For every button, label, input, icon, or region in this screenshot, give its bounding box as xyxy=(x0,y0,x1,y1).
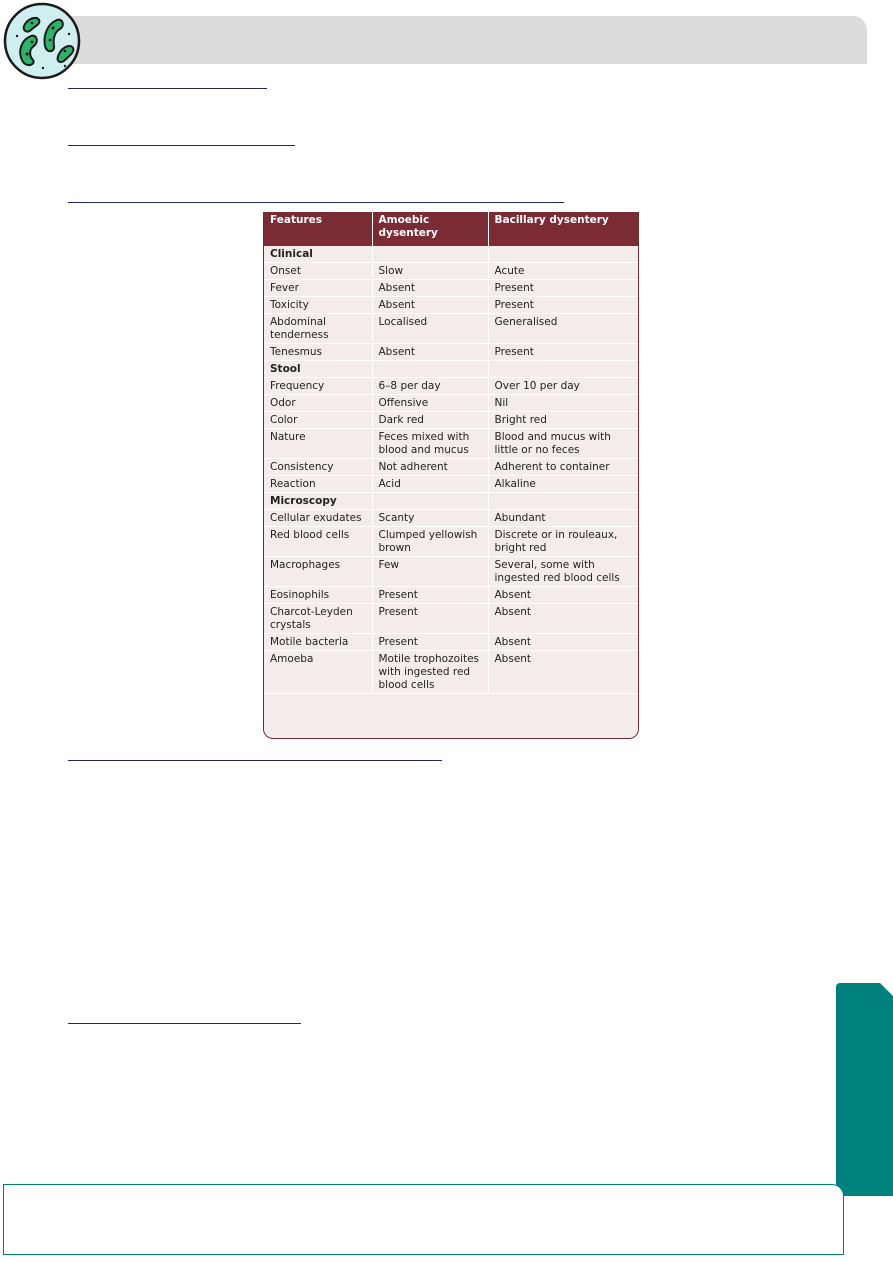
table-cell xyxy=(488,246,638,263)
table-cell: Scanty xyxy=(372,510,488,527)
table-cell: Absent xyxy=(372,344,488,361)
table-cell: Several, some with ingested red blood cells xyxy=(488,557,638,587)
table-row xyxy=(264,459,638,476)
table-cell: Present xyxy=(372,587,488,604)
table-cell: Onset xyxy=(264,263,372,280)
heading-underline-5 xyxy=(68,1023,301,1024)
header-bar xyxy=(40,16,867,64)
table-cell: Present xyxy=(372,604,488,634)
table-cell: Absent xyxy=(488,634,638,651)
heading-underline-3 xyxy=(68,202,564,203)
table-cell: Red blood cells xyxy=(264,527,372,557)
table-cell xyxy=(372,493,488,510)
table-cell: Absent xyxy=(488,587,638,604)
table-cell: Discrete or in rouleaux, bright red xyxy=(488,527,638,557)
table-cell xyxy=(488,493,638,510)
table-section-row xyxy=(264,493,638,510)
section-heading: Stool xyxy=(264,361,372,378)
table-row xyxy=(264,412,638,429)
table-cell: Present xyxy=(488,297,638,314)
table-cell: Acid xyxy=(372,476,488,493)
table-row xyxy=(264,527,638,557)
table-row xyxy=(264,344,638,361)
table-cell: Slow xyxy=(372,263,488,280)
table-cell: Amoeba xyxy=(264,651,372,694)
header-bacillary: Bacillary dysentery xyxy=(488,212,638,246)
table-cell: Nil xyxy=(488,395,638,412)
table-row xyxy=(264,378,638,395)
table-row xyxy=(264,604,638,634)
table-row xyxy=(264,280,638,297)
table-row xyxy=(264,263,638,280)
table-cell: Motile bacteria xyxy=(264,634,372,651)
table-row xyxy=(264,634,638,651)
header-amoebic: Amoebic dysentery xyxy=(372,212,488,246)
table-row xyxy=(264,429,638,459)
table-row xyxy=(264,476,638,493)
table-section-row xyxy=(264,361,638,378)
table-cell: Adherent to container xyxy=(488,459,638,476)
table-cell: Blood and mucus with little or no feces xyxy=(488,429,638,459)
table-cell: Generalised xyxy=(488,314,638,344)
table-cell: Odor xyxy=(264,395,372,412)
table-cell: Acute xyxy=(488,263,638,280)
table-cell xyxy=(488,361,638,378)
table-cell: Present xyxy=(488,280,638,297)
table-cell: Toxicity xyxy=(264,297,372,314)
table-cell: Tenesmus xyxy=(264,344,372,361)
table-cell: Clumped yellowish brown xyxy=(372,527,488,557)
bacteria-icon xyxy=(3,2,81,80)
table-row xyxy=(264,314,638,344)
table-row xyxy=(264,557,638,587)
table-cell: Dark red xyxy=(372,412,488,429)
table-cell: Not adherent xyxy=(372,459,488,476)
table-body xyxy=(264,246,638,694)
table-cell: Color xyxy=(264,412,372,429)
table-cell: Present xyxy=(488,344,638,361)
table-cell: Charcot-Leyden crystals xyxy=(264,604,372,634)
table-cell: Absent xyxy=(488,651,638,694)
table-cell: Over 10 per day xyxy=(488,378,638,395)
table-cell: Absent xyxy=(488,604,638,634)
table-cell xyxy=(372,361,488,378)
table-cell: Alkaline xyxy=(488,476,638,493)
table-section-row xyxy=(264,246,638,263)
table-row xyxy=(264,297,638,314)
table-cell: Consistency xyxy=(264,459,372,476)
table-row xyxy=(264,510,638,527)
side-tab-notch xyxy=(880,983,893,996)
heading-underline-2 xyxy=(68,145,295,146)
table-cell: 6–8 per day xyxy=(372,378,488,395)
table-row xyxy=(264,587,638,604)
table-cell: Fever xyxy=(264,280,372,297)
table-cell: Feces mixed with blood and mucus xyxy=(372,429,488,459)
footer-box xyxy=(3,1184,844,1255)
comparison-table xyxy=(264,212,638,694)
table-cell: Absent xyxy=(372,297,488,314)
table-cell: Few xyxy=(372,557,488,587)
table-cell: Abdominal tenderness xyxy=(264,314,372,344)
table-cell: Eosinophils xyxy=(264,587,372,604)
table-cell: Absent xyxy=(372,280,488,297)
table-cell: Abundant xyxy=(488,510,638,527)
section-heading: Microscopy xyxy=(264,493,372,510)
table-cell: Bright red xyxy=(488,412,638,429)
table-cell: Reaction xyxy=(264,476,372,493)
section-heading: Clinical xyxy=(264,246,372,263)
heading-underline-4 xyxy=(68,760,442,761)
table-cell: Cellular exudates xyxy=(264,510,372,527)
table-header-row xyxy=(264,212,638,246)
table-cell: Macrophages xyxy=(264,557,372,587)
table-row xyxy=(264,651,638,694)
table-cell: Offensive xyxy=(372,395,488,412)
table-cell: Frequency xyxy=(264,378,372,395)
header-features: Features xyxy=(264,212,372,246)
table-cell: Nature xyxy=(264,429,372,459)
table-cell: Motile trophozoites with ingested red blood cells xyxy=(372,651,488,694)
table-cell: Present xyxy=(372,634,488,651)
side-tab xyxy=(836,983,893,1196)
heading-underline-1 xyxy=(68,88,267,89)
table-cell: Localised xyxy=(372,314,488,344)
table-row xyxy=(264,395,638,412)
table-cell xyxy=(372,246,488,263)
dysentery-comparison-table xyxy=(263,212,639,739)
